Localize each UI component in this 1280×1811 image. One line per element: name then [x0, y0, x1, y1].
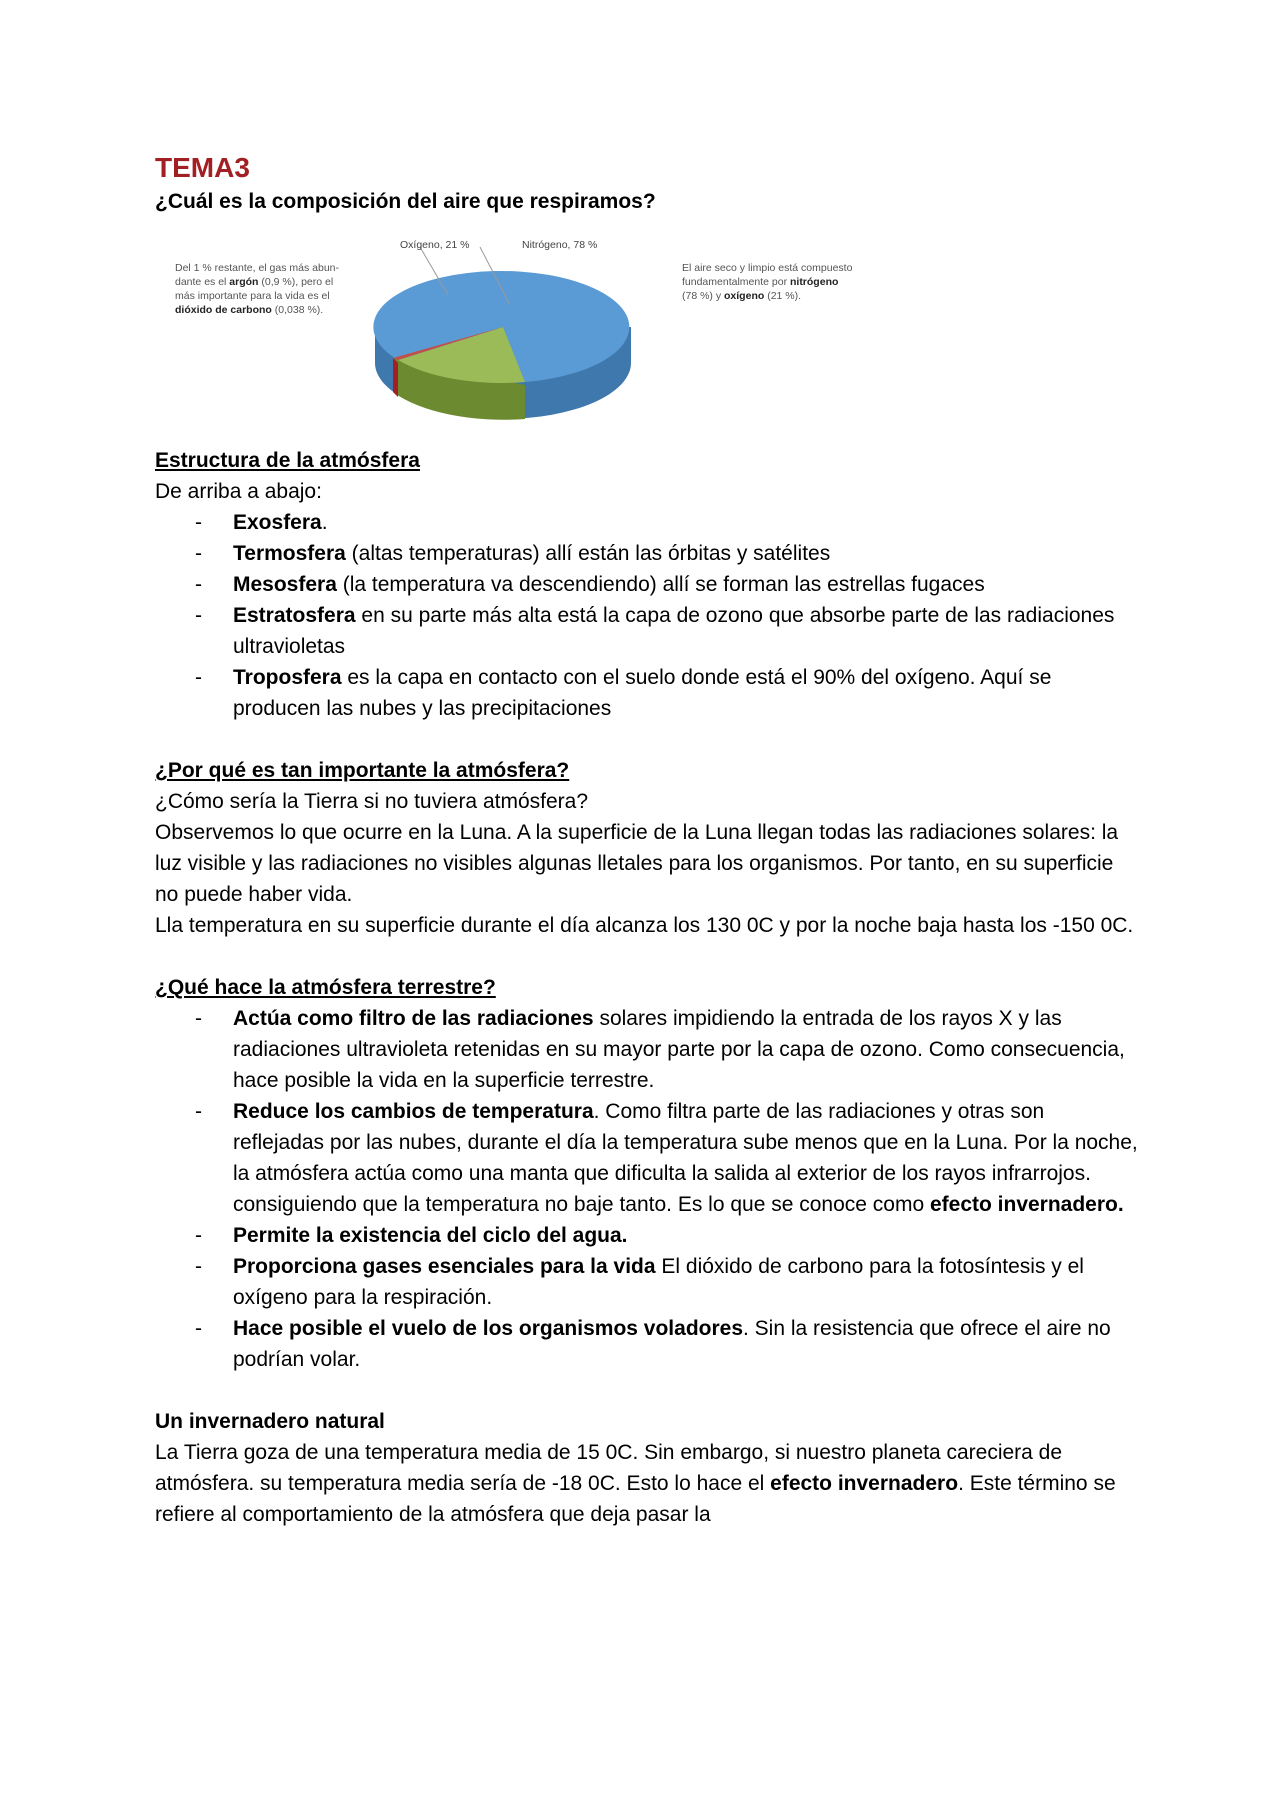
figure-note-left: Del 1 % restante, el gas más abun- dante es el argón (0,9 %), pero el más importante para la vida es el dióxido de carbono (0,038 %).	[175, 262, 340, 316]
estructura-list	[155, 507, 1140, 724]
que-hace-list	[155, 1003, 1140, 1375]
list-item: - Hace posible el vuelo de los organismos voladores. Sin la resistencia que ofrece el aire no podrían volar.	[155, 1313, 1140, 1375]
importancia-heading: ¿Por qué es tan importante la atmósfera?	[155, 759, 570, 782]
importancia-p3: Lla temperatura en su superficie durante el día alcanza los 130 0C y por la noche baja hasta los -150 0C.	[155, 914, 1134, 937]
section-question: ¿Cuál es la composición del aire que respiramos?	[155, 190, 656, 213]
pie-side-red	[393, 358, 398, 397]
list-item: - Permite la existencia del ciclo del agua.	[155, 1220, 1140, 1251]
list-item: - Mesosfera (la temperatura va descendiendo) allí se forman las estrellas fugaces	[155, 569, 1140, 600]
importancia-p2: Observemos lo que ocurre en la Luna. A la superficie de la Luna llegan todas las radiaciones solares: la luz visible y las radiaciones no visibles algunas lletales para los organismos. Por tanto, en su superficie no puede haber vida.	[155, 821, 1119, 906]
figure-note-right: El aire seco y limpio está compuesto fundamentalmente por nitrógeno (78 %) y oxígeno (21 %).	[682, 262, 853, 302]
list-item: - Exosfera.	[155, 507, 1140, 538]
list-item: - Termosfera (altas temperaturas) allí están las órbitas y satélites	[155, 538, 1140, 569]
document-page	[155, 150, 1140, 1530]
importancia-p1: ¿Cómo sería la Tierra si no tuviera atmósfera?	[155, 790, 589, 813]
estructura-heading: Estructura de la atmósfera	[155, 449, 420, 472]
pie-chart	[370, 235, 635, 440]
estructura-intro: De arriba a abajo:	[155, 480, 322, 503]
list-item: - Actúa como filtro de las radiaciones solares impidiendo la entrada de los rayos X y las radiaciones ultravioleta retenidas en su mayor parte por la capa de ozono. Como consecuencia, hace posible la vida en la superficie terrestre.	[155, 1003, 1140, 1096]
list-item: - Estratosfera en su parte más alta está la capa de ozono que absorbe parte de las radiaciones ultravioletas	[155, 600, 1140, 662]
invernadero-heading: Un invernadero natural	[155, 1410, 385, 1433]
invernadero-paragraph: La Tierra goza de una temperatura media de 15 0C. Sin embargo, si nuestro planeta careciera de atmósfera. su temperatura media sería de -18 0C. Esto lo hace el efecto invernadero. Este término se refiere al comportamiento de la atmósfera que deja pasar la	[155, 1441, 1116, 1526]
que-hace-heading: ¿Qué hace la atmósfera terrestre?	[155, 976, 496, 999]
air-composition-figure	[155, 217, 1140, 445]
list-item: - Proporciona gases esenciales para la vida El dióxido de carbono para la fotosíntesis y el oxígeno para la respiración.	[155, 1251, 1140, 1313]
page-title: TEMA3	[155, 152, 250, 183]
list-item: - Troposfera es la capa en contacto con el suelo donde está el 90% del oxígeno. Aquí se producen las nubes y las precipitaciones	[155, 662, 1140, 724]
pie-label-oxigeno: Oxígeno, 21 %	[400, 239, 470, 251]
list-item: - Reduce los cambios de temperatura. Como filtra parte de las radiaciones y otras son reflejadas por las nubes, durante el día la temperatura sube menos que en la Luna. Por la noche, la atmósfera actúa como una manta que dificulta la salida al exterior de los rayos infrarrojos. consiguiendo que la temperatura no baje tanto. Es lo que se conoce como efecto invernadero.	[155, 1096, 1140, 1220]
pie-label-nitrogeno: Nitrógeno, 78 %	[522, 239, 598, 251]
